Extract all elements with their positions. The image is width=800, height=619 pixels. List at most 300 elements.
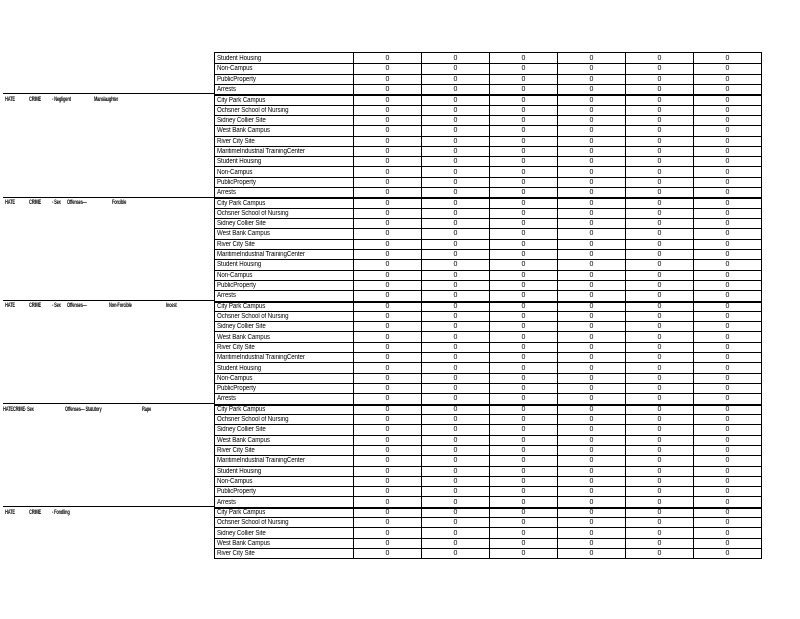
value-cell: 0 <box>353 250 421 259</box>
location-cell <box>215 229 353 238</box>
value-cell: 0 <box>421 312 489 321</box>
value-cell: 0 <box>557 219 625 228</box>
location-label: PublicProperty <box>217 178 256 186</box>
value-cell: 0 <box>693 240 761 249</box>
location-cell <box>215 497 353 506</box>
value-cell: 0 <box>693 477 761 486</box>
value-cell: 0 <box>489 229 557 238</box>
value-cell: 0 <box>421 549 489 558</box>
value-cell: 0 <box>557 260 625 269</box>
value-cell: 0 <box>421 497 489 506</box>
value-cell: 0 <box>353 271 421 280</box>
location-cell <box>215 406 353 414</box>
table-row <box>215 228 761 238</box>
location-cell <box>215 137 353 146</box>
table-row <box>215 383 761 393</box>
value-cell: 0 <box>693 137 761 146</box>
value-cell: 0 <box>421 85 489 94</box>
location-label: Non-Campus <box>217 477 253 485</box>
value-cell: 0 <box>489 549 557 558</box>
value-cell: 0 <box>489 85 557 94</box>
location-cell <box>215 436 353 445</box>
value-cell: 0 <box>489 456 557 465</box>
value-cell: 0 <box>489 75 557 84</box>
location-label: Student Housing <box>217 54 262 62</box>
crime-category-label-segment: - Fondling <box>52 508 70 516</box>
value-cell: 0 <box>693 446 761 455</box>
value-cell: 0 <box>625 281 693 290</box>
value-cell: 0 <box>489 487 557 496</box>
table-row <box>215 455 761 465</box>
crime-statistics-table <box>214 52 762 559</box>
value-cell: 0 <box>353 219 421 228</box>
location-label: Student Housing <box>217 364 262 372</box>
value-cell: 0 <box>693 64 761 73</box>
value-cell: 0 <box>557 446 625 455</box>
value-cell: 0 <box>489 96 557 104</box>
location-label: City Park Campus <box>217 406 266 414</box>
table-row <box>215 94 761 104</box>
location-label: MaritimeIndustrial TrainingCenter <box>217 251 305 259</box>
value-cell: 0 <box>421 477 489 486</box>
value-cell: 0 <box>625 497 693 506</box>
value-cell: 0 <box>421 425 489 434</box>
value-cell: 0 <box>489 250 557 259</box>
value-cell: 0 <box>353 497 421 506</box>
value-cell: 0 <box>489 436 557 445</box>
location-label: West Bank Campus <box>217 333 270 341</box>
value-cell: 0 <box>421 539 489 548</box>
table-row <box>215 486 761 496</box>
crime-category-label-segment: HATE <box>5 302 15 310</box>
value-cell: 0 <box>353 436 421 445</box>
table-row <box>215 53 761 63</box>
value-cell: 0 <box>625 271 693 280</box>
value-cell: 0 <box>421 487 489 496</box>
value-cell: 0 <box>489 467 557 476</box>
value-cell: 0 <box>693 322 761 331</box>
value-cell: 0 <box>693 96 761 104</box>
value-cell: 0 <box>353 96 421 104</box>
location-cell <box>215 384 353 393</box>
value-cell: 0 <box>625 456 693 465</box>
value-cell: 0 <box>421 106 489 115</box>
value-cell: 0 <box>489 322 557 331</box>
value-cell: 0 <box>557 137 625 146</box>
value-cell: 0 <box>489 291 557 300</box>
value-cell: 0 <box>489 497 557 506</box>
location-label: Non-Campus <box>217 65 253 73</box>
table-row <box>215 311 761 321</box>
value-cell: 0 <box>693 167 761 176</box>
location-cell <box>215 332 353 341</box>
value-cell: 0 <box>489 303 557 311</box>
value-cell: 0 <box>421 394 489 403</box>
table-row <box>215 435 761 445</box>
value-cell: 0 <box>625 436 693 445</box>
location-label: Student Housing <box>217 158 262 166</box>
value-cell: 0 <box>693 363 761 372</box>
value-cell: 0 <box>625 126 693 135</box>
value-cell: 0 <box>557 332 625 341</box>
crime-category-label-segment: Non-Forcible <box>109 302 132 310</box>
value-cell: 0 <box>625 75 693 84</box>
value-cell: 0 <box>353 467 421 476</box>
value-cell: 0 <box>557 509 625 517</box>
crime-category-label-segment: HATE <box>5 199 15 207</box>
value-cell: 0 <box>693 53 761 63</box>
location-label: Sidney Collier Site <box>217 529 266 537</box>
value-cell: 0 <box>489 116 557 125</box>
value-cell: 0 <box>489 477 557 486</box>
value-cell: 0 <box>557 240 625 249</box>
value-cell: 0 <box>353 229 421 238</box>
value-cell: 0 <box>353 446 421 455</box>
value-cell: 0 <box>625 303 693 311</box>
value-cell: 0 <box>625 509 693 517</box>
table-row <box>215 290 761 300</box>
value-cell: 0 <box>353 332 421 341</box>
location-label: Sidney Collier Site <box>217 426 266 434</box>
value-cell: 0 <box>353 240 421 249</box>
location-cell <box>215 209 353 218</box>
value-cell: 0 <box>489 209 557 218</box>
location-label: Arrests <box>217 395 236 403</box>
value-cell: 0 <box>693 229 761 238</box>
table-row <box>215 507 761 517</box>
value-cell: 0 <box>693 425 761 434</box>
location-cell <box>215 539 353 548</box>
value-cell: 0 <box>353 539 421 548</box>
location-cell <box>215 528 353 537</box>
location-label: River City Site <box>217 447 255 455</box>
location-label: Ochsner School of Nursing <box>217 209 289 217</box>
table-row <box>215 527 761 537</box>
location-cell <box>215 157 353 166</box>
value-cell: 0 <box>693 260 761 269</box>
value-cell: 0 <box>557 415 625 424</box>
value-cell: 0 <box>353 528 421 537</box>
value-cell: 0 <box>421 374 489 383</box>
value-cell: 0 <box>625 250 693 259</box>
table-row <box>215 115 761 125</box>
value-cell: 0 <box>489 425 557 434</box>
crime-category-label-segment: Forcible <box>112 199 127 207</box>
location-cell <box>215 271 353 280</box>
value-cell: 0 <box>693 353 761 362</box>
location-label: Non-Campus <box>217 374 253 382</box>
value-cell: 0 <box>353 64 421 73</box>
value-cell: 0 <box>421 363 489 372</box>
value-cell: 0 <box>353 75 421 84</box>
table-row <box>215 352 761 362</box>
location-cell <box>215 446 353 455</box>
value-cell: 0 <box>353 406 421 414</box>
table-row <box>215 342 761 352</box>
value-cell: 0 <box>421 406 489 414</box>
table-row <box>215 166 761 176</box>
location-label: Arrests <box>217 86 236 94</box>
value-cell: 0 <box>421 157 489 166</box>
value-cell: 0 <box>693 456 761 465</box>
value-cell: 0 <box>353 312 421 321</box>
location-cell <box>215 363 353 372</box>
location-cell <box>215 425 353 434</box>
value-cell: 0 <box>693 219 761 228</box>
table-row <box>215 187 761 197</box>
value-cell: 0 <box>353 425 421 434</box>
location-label: PublicProperty <box>217 75 256 83</box>
value-cell: 0 <box>421 528 489 537</box>
location-label: Sidney Collier Site <box>217 117 266 125</box>
location-label: West Bank Campus <box>217 127 270 135</box>
value-cell: 0 <box>421 271 489 280</box>
table-row <box>215 424 761 434</box>
value-cell: 0 <box>489 126 557 135</box>
table-row <box>215 466 761 476</box>
value-cell: 0 <box>693 406 761 414</box>
value-cell: 0 <box>693 549 761 558</box>
crime-category-label-segment: CRIME <box>29 508 42 516</box>
value-cell: 0 <box>489 147 557 156</box>
value-cell: 0 <box>625 415 693 424</box>
crime-category-label-segment: CRIME <box>29 199 42 207</box>
value-cell: 0 <box>693 374 761 383</box>
value-cell: 0 <box>421 96 489 104</box>
value-cell: 0 <box>489 332 557 341</box>
table-row <box>215 63 761 73</box>
value-cell: 0 <box>421 209 489 218</box>
section-divider-line <box>3 197 214 198</box>
value-cell: 0 <box>421 260 489 269</box>
location-cell <box>215 374 353 383</box>
value-cell: 0 <box>625 487 693 496</box>
value-cell: 0 <box>693 312 761 321</box>
location-cell <box>215 312 353 321</box>
location-label: City Park Campus <box>217 200 266 208</box>
value-cell: 0 <box>353 126 421 135</box>
value-cell: 0 <box>625 312 693 321</box>
value-cell: 0 <box>693 415 761 424</box>
table-row <box>215 218 761 228</box>
value-cell: 0 <box>625 406 693 414</box>
table-row <box>215 156 761 166</box>
value-cell: 0 <box>421 188 489 197</box>
crime-category-label-segment: - Negligent <box>52 95 71 103</box>
location-cell <box>215 250 353 259</box>
value-cell: 0 <box>489 374 557 383</box>
value-cell: 0 <box>353 353 421 362</box>
location-cell <box>215 456 353 465</box>
value-cell: 0 <box>625 384 693 393</box>
value-cell: 0 <box>693 384 761 393</box>
location-cell <box>215 178 353 187</box>
value-cell: 0 <box>353 374 421 383</box>
location-cell <box>215 75 353 84</box>
value-cell: 0 <box>557 303 625 311</box>
value-cell: 0 <box>557 106 625 115</box>
value-cell: 0 <box>557 353 625 362</box>
location-cell <box>215 487 353 496</box>
location-cell <box>215 353 353 362</box>
location-label: Non-Campus <box>217 271 253 279</box>
value-cell: 0 <box>693 291 761 300</box>
table-row <box>215 414 761 424</box>
location-label: City Park Campus <box>217 509 266 517</box>
value-cell: 0 <box>557 384 625 393</box>
value-cell: 0 <box>489 137 557 146</box>
value-cell: 0 <box>421 126 489 135</box>
location-cell <box>215 188 353 197</box>
value-cell: 0 <box>625 332 693 341</box>
value-cell: 0 <box>421 53 489 63</box>
table-row <box>215 146 761 156</box>
value-cell: 0 <box>625 199 693 207</box>
table-row <box>215 393 761 403</box>
value-cell: 0 <box>421 291 489 300</box>
value-cell: 0 <box>421 436 489 445</box>
value-cell: 0 <box>693 528 761 537</box>
value-cell: 0 <box>557 157 625 166</box>
value-cell: 0 <box>557 406 625 414</box>
value-cell: 0 <box>421 303 489 311</box>
crime-category-label-segment: Offenses— Statutory <box>65 405 102 413</box>
location-label: Student Housing <box>217 261 262 269</box>
location-cell <box>215 53 353 63</box>
value-cell: 0 <box>421 415 489 424</box>
value-cell: 0 <box>557 126 625 135</box>
table-row <box>215 321 761 331</box>
value-cell: 0 <box>489 343 557 352</box>
table-row <box>215 373 761 383</box>
value-cell: 0 <box>489 446 557 455</box>
value-cell: 0 <box>421 353 489 362</box>
value-cell: 0 <box>353 85 421 94</box>
location-label: Ochsner School of Nursing <box>217 106 289 114</box>
value-cell: 0 <box>693 199 761 207</box>
value-cell: 0 <box>693 509 761 517</box>
value-cell: 0 <box>489 53 557 63</box>
table-row <box>215 270 761 280</box>
location-label: PublicProperty <box>217 385 256 393</box>
value-cell: 0 <box>557 477 625 486</box>
value-cell: 0 <box>557 64 625 73</box>
value-cell: 0 <box>625 363 693 372</box>
value-cell: 0 <box>353 157 421 166</box>
value-cell: 0 <box>421 446 489 455</box>
value-cell: 0 <box>421 509 489 517</box>
value-cell: 0 <box>557 75 625 84</box>
value-cell: 0 <box>421 229 489 238</box>
value-cell: 0 <box>693 209 761 218</box>
value-cell: 0 <box>693 436 761 445</box>
crime-category-label-segment: Rape <box>142 405 152 413</box>
location-label: City Park Campus <box>217 96 266 104</box>
value-cell: 0 <box>557 229 625 238</box>
value-cell: 0 <box>625 96 693 104</box>
value-cell: 0 <box>557 250 625 259</box>
table-row <box>215 84 761 94</box>
value-cell: 0 <box>353 456 421 465</box>
value-cell: 0 <box>625 188 693 197</box>
section-divider-line <box>3 403 214 404</box>
value-cell: 0 <box>353 106 421 115</box>
value-cell: 0 <box>557 271 625 280</box>
table-row <box>215 445 761 455</box>
value-cell: 0 <box>625 53 693 63</box>
value-cell: 0 <box>625 85 693 94</box>
crime-category-label-segment: CRIME <box>29 95 42 103</box>
table-row <box>215 197 761 207</box>
value-cell: 0 <box>693 281 761 290</box>
table-row <box>215 517 761 527</box>
location-cell <box>215 64 353 73</box>
value-cell: 0 <box>353 147 421 156</box>
value-cell: 0 <box>625 549 693 558</box>
value-cell: 0 <box>557 281 625 290</box>
value-cell: 0 <box>489 406 557 414</box>
location-cell <box>215 509 353 517</box>
value-cell: 0 <box>693 147 761 156</box>
table-row <box>215 74 761 84</box>
value-cell: 0 <box>557 363 625 372</box>
location-cell <box>215 147 353 156</box>
value-cell: 0 <box>693 487 761 496</box>
location-label: City Park Campus <box>217 303 266 311</box>
value-cell: 0 <box>625 467 693 476</box>
location-label: River City Site <box>217 137 255 145</box>
value-cell: 0 <box>489 240 557 249</box>
value-cell: 0 <box>557 497 625 506</box>
location-cell <box>215 322 353 331</box>
value-cell: 0 <box>421 147 489 156</box>
value-cell: 0 <box>421 116 489 125</box>
location-label: Arrests <box>217 189 236 197</box>
crime-category-label-segment: Offenses— <box>67 302 87 310</box>
value-cell: 0 <box>489 384 557 393</box>
value-cell: 0 <box>693 157 761 166</box>
location-cell <box>215 116 353 125</box>
value-cell: 0 <box>625 425 693 434</box>
location-label: Ochsner School of Nursing <box>217 519 289 527</box>
value-cell: 0 <box>625 353 693 362</box>
value-cell: 0 <box>489 363 557 372</box>
value-cell: 0 <box>421 281 489 290</box>
location-cell <box>215 394 353 403</box>
table-row <box>215 538 761 548</box>
value-cell: 0 <box>625 178 693 187</box>
value-cell: 0 <box>625 394 693 403</box>
value-cell: 0 <box>353 384 421 393</box>
location-cell <box>215 167 353 176</box>
table-row <box>215 239 761 249</box>
location-label: Ochsner School of Nursing <box>217 416 289 424</box>
value-cell: 0 <box>353 291 421 300</box>
value-cell: 0 <box>625 477 693 486</box>
location-cell <box>215 343 353 352</box>
value-cell: 0 <box>625 229 693 238</box>
value-cell: 0 <box>625 137 693 146</box>
value-cell: 0 <box>693 188 761 197</box>
value-cell: 0 <box>693 85 761 94</box>
location-label: West Bank Campus <box>217 539 270 547</box>
value-cell: 0 <box>489 509 557 517</box>
location-cell <box>215 303 353 311</box>
value-cell: 0 <box>353 518 421 527</box>
location-label: Sidney Collier Site <box>217 323 266 331</box>
location-label: West Bank Campus <box>217 230 270 238</box>
value-cell: 0 <box>421 219 489 228</box>
